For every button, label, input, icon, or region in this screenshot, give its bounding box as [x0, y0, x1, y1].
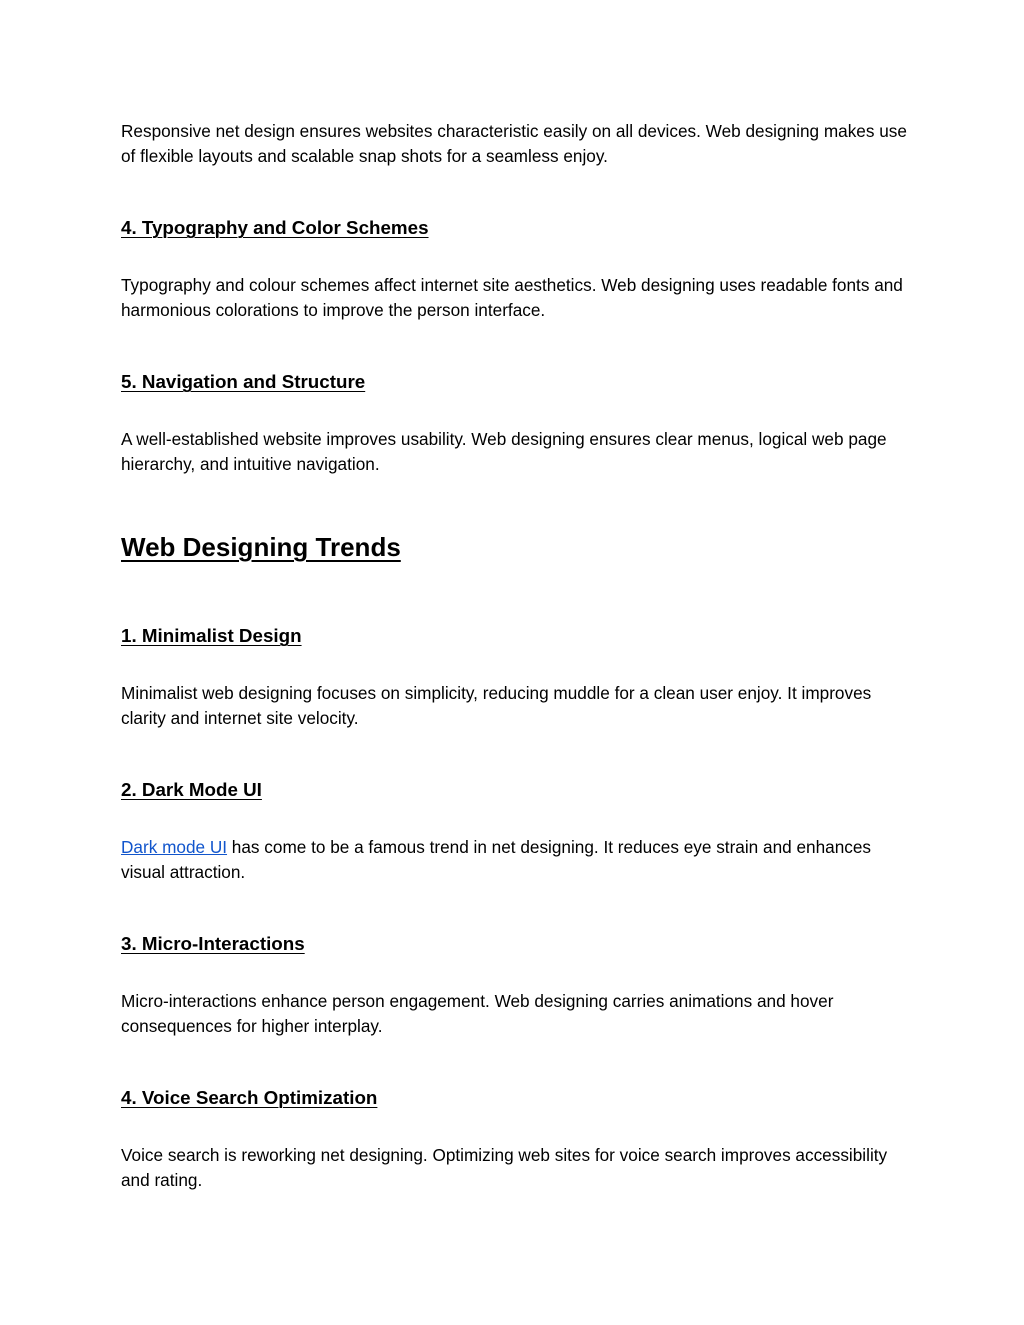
minimalist-paragraph: Minimalist web designing focuses on simplicity, reducing muddle for a clean user enjoy. It improves clarity and internet site velocity. — [121, 683, 872, 728]
voice-search-heading: 4. Voice Search Optimization — [121, 1087, 378, 1108]
dark-mode-paragraph — [121, 835, 911, 884]
dark-mode-ui-link[interactable]: Dark mode UI — [121, 837, 228, 857]
minimalist-heading: 1. Minimalist Design — [121, 625, 302, 646]
dark-mode-text: has come to be a famous trend in net designing. It reduces eye strain and enhances visual attraction. — [121, 837, 872, 882]
navigation-heading: 5. Navigation and Structure — [121, 371, 366, 392]
navigation-paragraph: A well-established website improves usability. Web designing ensures clear menus, logical web page hierarchy, and intuitive navigation. — [121, 429, 887, 474]
voice-search-paragraph: Voice search is reworking net designing. Optimizing web sites for voice search improves accessibility and rating. — [121, 1145, 888, 1190]
typography-heading: 4. Typography and Color Schemes — [121, 217, 429, 238]
trends-title: Web Designing Trends — [121, 532, 401, 562]
micro-interactions-heading: 3. Micro-Interactions — [121, 933, 305, 954]
micro-interactions-paragraph: Micro-interactions enhance person engagement. Web designing carries animations and hover consequences for higher interplay. — [121, 991, 834, 1036]
typography-paragraph: Typography and colour schemes affect internet site aesthetics. Web designing uses readable fonts and harmonious colorations to improve the person interface. — [121, 275, 903, 320]
dark-mode-heading: 2. Dark Mode UI — [121, 779, 262, 800]
intro-paragraph: Responsive net design ensures websites characteristic easily on all devices. Web designing makes use of flexible layouts and scalable snap shots for a seamless enjoy. — [121, 121, 907, 166]
